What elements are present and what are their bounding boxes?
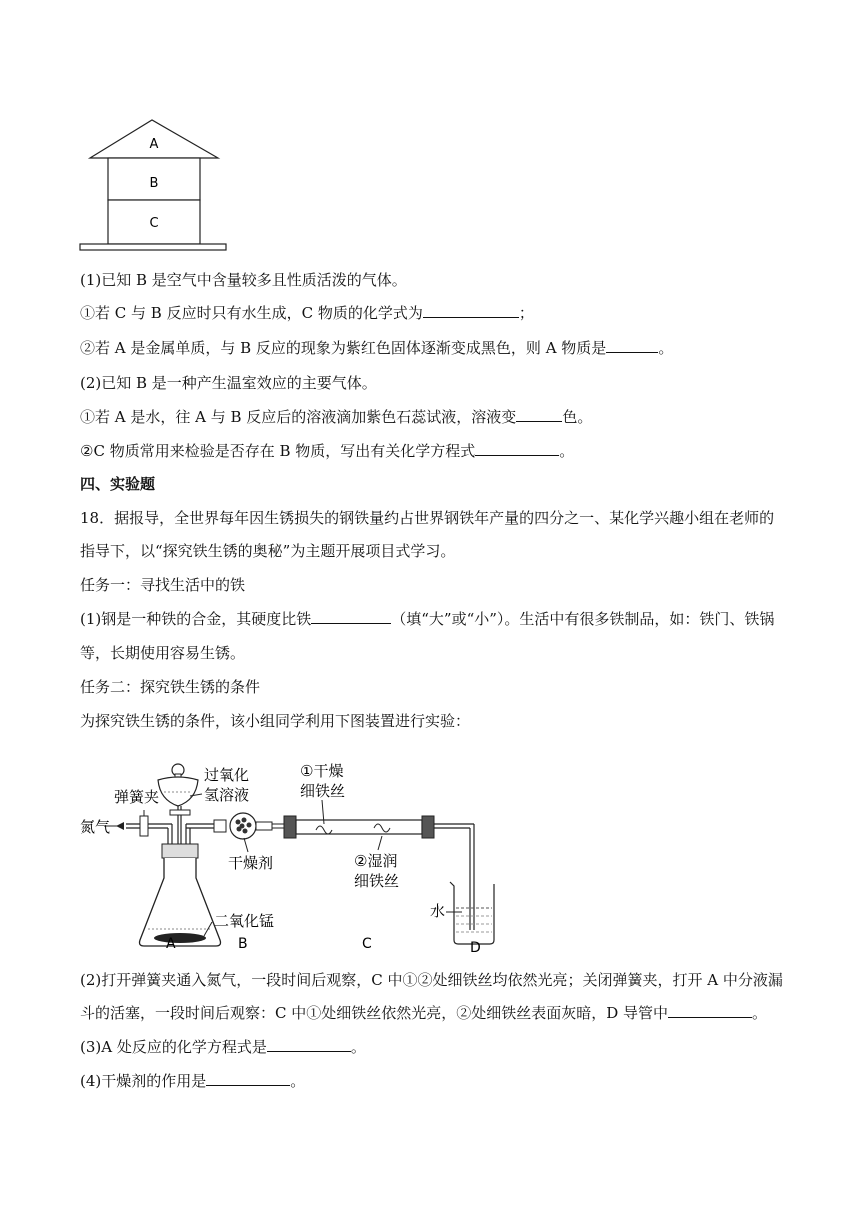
answer-blank[interactable]	[516, 407, 562, 422]
drying-tube	[214, 813, 284, 839]
house-label-a: A	[149, 137, 159, 152]
house-label-c: C	[149, 216, 159, 231]
q18-part1	[80, 609, 774, 629]
label-spring-clamp: 弹簧夹	[114, 788, 160, 806]
answer-blank[interactable]	[475, 441, 559, 456]
label-dry-wire-1: ①干燥	[300, 762, 344, 780]
section-title: 四、实验题	[80, 475, 156, 493]
q18-part2-line1: (2)打开弹簧夹通入氮气，一段时间后观察，C 中①②处细铁丝均依然光亮；关闭弹簧夹，打开 A 中分液漏	[80, 971, 783, 989]
label-d: D	[470, 940, 481, 954]
spring-clamp[interactable]	[140, 816, 148, 836]
q18-part4-suffix: 。	[290, 1072, 306, 1090]
beaker	[450, 882, 494, 944]
answer-blank[interactable]	[668, 1003, 752, 1018]
house-diagram	[78, 112, 230, 256]
q17-part1b-suffix: 。	[658, 339, 674, 357]
q17-part2a	[80, 407, 592, 427]
glass-tube-c	[284, 816, 434, 838]
house-base	[80, 244, 226, 250]
label-wet-wire-1: ②湿润	[354, 852, 398, 870]
q18-part2-text: 斗的活塞，一段时间后观察：C 中①处细铁丝依然光亮，②处细铁丝表面灰暗，D 导管中	[80, 1004, 669, 1022]
q17-part1a-suffix: ；	[518, 304, 534, 322]
answer-blank[interactable]	[206, 1071, 290, 1086]
q18-part4	[80, 1071, 305, 1091]
answer-blank[interactable]	[267, 1037, 351, 1052]
q17-part1a	[80, 303, 534, 323]
q18-part2-line2	[80, 1003, 767, 1023]
q17-part2b	[80, 441, 574, 461]
answer-blank[interactable]	[423, 303, 519, 318]
q17-part2a-suffix: 色。	[562, 408, 593, 426]
label-c: C	[362, 936, 372, 952]
q17-part1: (1)已知 B 是空气中含量较多且性质活泼的气体。	[80, 271, 407, 289]
q18-task1: 任务一：寻找生活中的铁	[80, 576, 246, 594]
q18-task2: 任务二：探究铁生锈的条件	[80, 678, 261, 696]
q18-part3-text: (3)A 处反应的化学方程式是	[80, 1038, 267, 1056]
q18-part3	[80, 1037, 366, 1057]
label-desiccant: 干燥剂	[228, 854, 274, 872]
q17-part2b-suffix: 。	[559, 442, 575, 460]
q18-part3-suffix: 。	[350, 1038, 366, 1056]
label-water: 水	[430, 902, 446, 920]
q18-intro-line2: 指导下，以“探究铁生锈的奥秘”为主题开展项目式学习。	[80, 542, 456, 560]
q17-part1a-text: ①若 C 与 B 反应时只有水生成，C 物质的化学式为	[80, 304, 423, 322]
q17-part2b-text: ②C 物质常用来检验是否存在 B 物质，写出有关化学方程式	[80, 442, 476, 460]
label-nitrogen: 氮气	[80, 818, 111, 836]
label-h2o2-2: 氢溶液	[204, 786, 250, 804]
answer-blank[interactable]	[311, 609, 391, 624]
house-label-b: B	[149, 176, 159, 191]
label-b: B	[238, 936, 248, 952]
q18-part1-text: (1)钢是一种铁的合金，其硬度比铁	[80, 610, 312, 628]
label-a: A	[166, 936, 176, 952]
q17-part1b-text: ②若 A 是金属单质，与 B 反应的现象为紫红色固体逐渐变成黑色，则 A 物质是	[80, 339, 607, 357]
q18-part2-suffix: 。	[752, 1004, 768, 1022]
q17-part2: (2)已知 B 是一种产生温室效应的主要气体。	[80, 374, 377, 392]
answer-blank[interactable]	[606, 338, 658, 353]
label-dry-wire-2: 细铁丝	[300, 782, 346, 800]
q17-part1b	[80, 338, 673, 358]
manganese-dioxide	[154, 933, 206, 943]
q18-intro-line1: 18．据报导，全世界每年因生锈损失的钢铁量约占世界钢铁年产量的四分之一、某化学兴趣小组在老师的	[80, 509, 775, 527]
q18-part1-line2: 等，长期使用容易生锈。	[80, 644, 246, 662]
label-h2o2-1: 过氧化	[204, 766, 250, 784]
conical-flask	[140, 844, 221, 946]
q18-setup: 为探究铁生锈的条件，该小组同学利用下图装置进行实验：	[80, 712, 471, 730]
apparatus-diagram	[78, 744, 498, 954]
q17-part2a-text: ①若 A 是水，往 A 与 B 反应后的溶液滴加紫色石蕊试液，溶液变	[80, 408, 517, 426]
label-wet-wire-2: 细铁丝	[354, 872, 400, 890]
q18-part4-text: (4)干燥剂的作用是	[80, 1072, 207, 1090]
label-mno2: 二氧化锰	[214, 912, 275, 930]
q18-part1-suffix: （填“大”或“小”）。生活中有很多铁制品，如：铁门、铁锅	[391, 610, 775, 628]
